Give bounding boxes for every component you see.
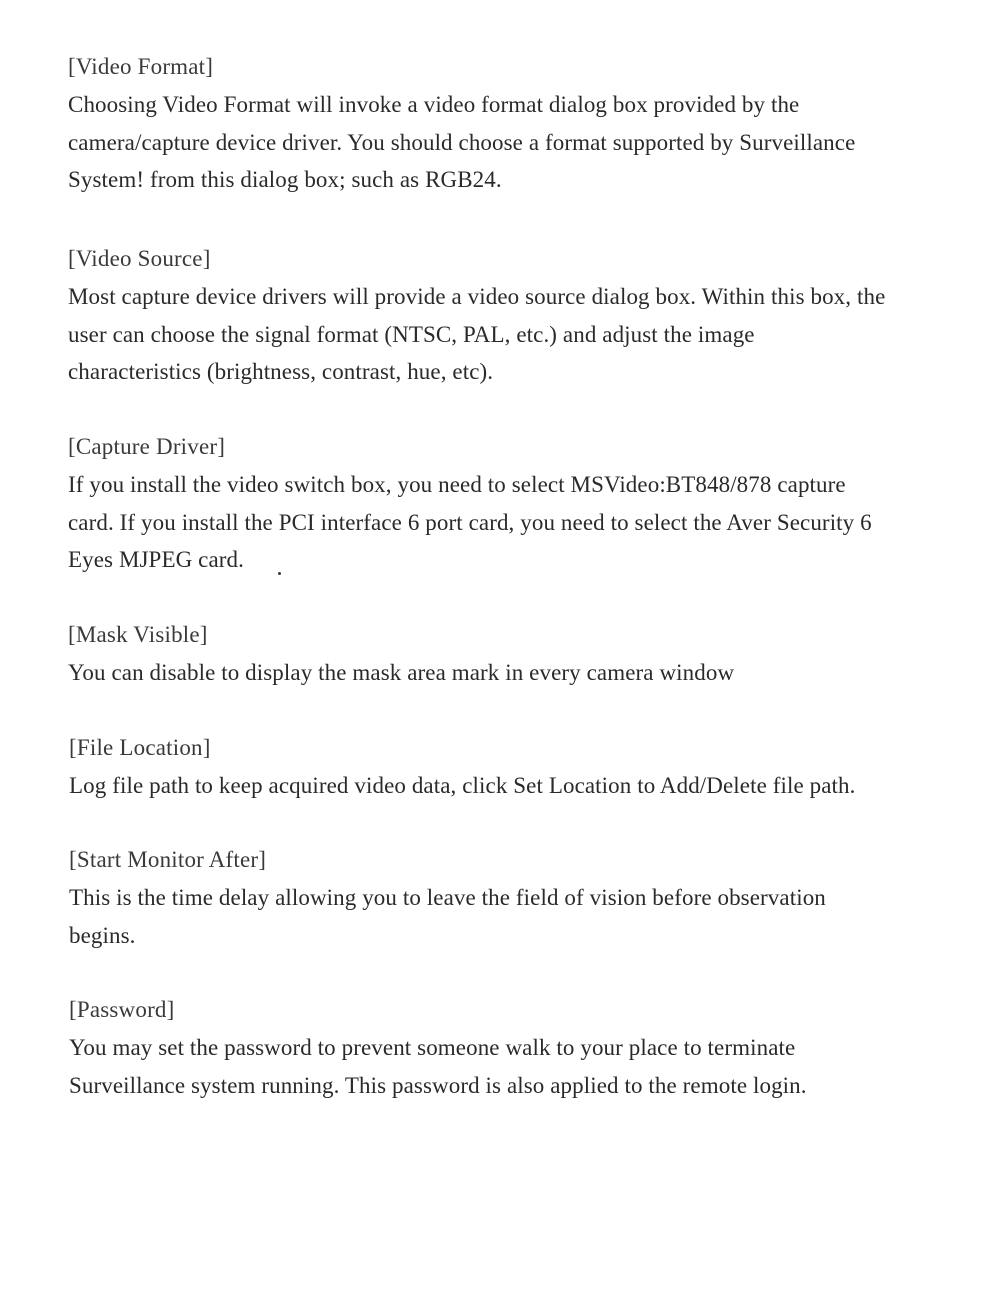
body-line: System! from this dialog box; such as RGB24. <box>68 167 502 192</box>
section-start-monitor-after <box>69 841 959 954</box>
body-line: Most capture device drivers will provide a video source dialog box. Within this box, the <box>68 284 886 309</box>
body-line: Log file path to keep acquired video data, click Set Location to Add/Delete file path. <box>69 773 856 798</box>
body-line: characteristics (brightness, contrast, hue, etc). <box>68 359 494 384</box>
section-heading: [Password] <box>69 997 175 1022</box>
section-password <box>69 991 959 1104</box>
section-heading: [Capture Driver] <box>68 434 226 459</box>
section-file-location <box>69 729 959 805</box>
section-heading: [Start Monitor After] <box>69 847 267 872</box>
section-mask-visible <box>68 616 958 692</box>
body-line: Eyes MJPEG card. <box>68 547 244 572</box>
section-video-format <box>68 48 958 199</box>
body-line: You can disable to display the mask area mark in every camera window <box>68 660 735 685</box>
body-line: Choosing Video Format will invoke a video format dialog box provided by the <box>68 92 800 117</box>
section-heading: [File Location] <box>69 735 211 760</box>
section-heading: [Mask Visible] <box>68 622 208 647</box>
body-line: Surveillance system running. This password is also applied to the remote login. <box>69 1072 807 1098</box>
section-video-source <box>68 240 958 391</box>
body-line: You may set the password to prevent someone walk to your place to terminate <box>69 1035 796 1060</box>
scan-speck <box>278 572 281 575</box>
section-heading: [Video Format] <box>68 54 214 79</box>
body-line: If you install the video switch box, you need to select MSVideo:BT848/878 capture <box>68 472 846 497</box>
body-line: camera/capture device driver. You should choose a format supported by Surveillance <box>68 129 856 155</box>
section-heading: [Video Source] <box>68 246 211 271</box>
body-line: card. If you install the PCI interface 6 port card, you need to select the Aver Security 6 <box>68 509 872 535</box>
body-line: This is the time delay allowing you to leave the field of vision before observation <box>69 885 826 910</box>
body-line: begins. <box>69 922 136 948</box>
body-line: user can choose the signal format (NTSC, PAL, etc.) and adjust the image <box>68 321 755 347</box>
section-capture-driver <box>68 428 958 579</box>
